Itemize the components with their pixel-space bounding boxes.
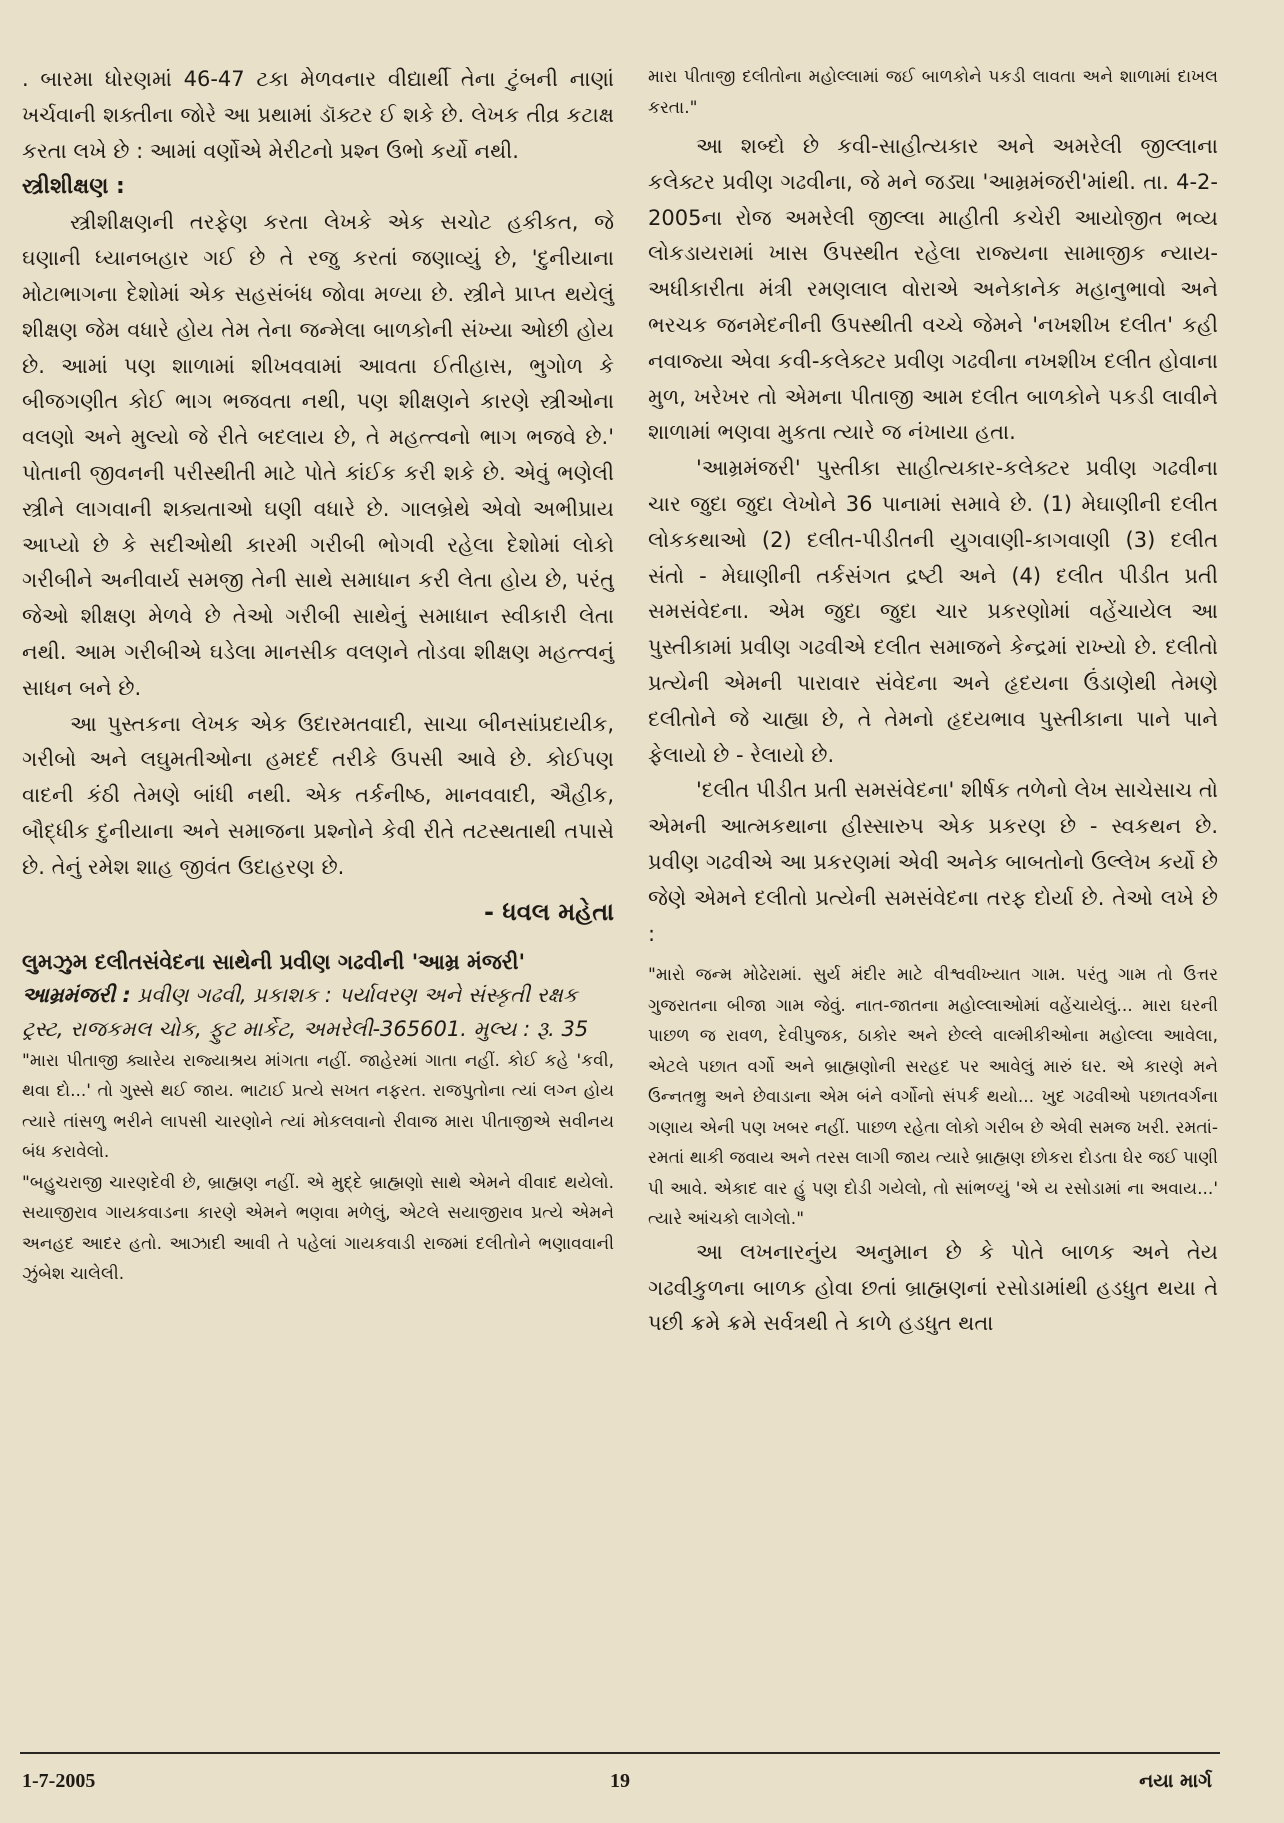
- body-paragraph: આ પુસ્તકના લેખક એક ઉદારમતવાદી, સાચા બીનસાંપ્રદાયીક, ગરીબો અને લઘુમતીઓના હમદર્દ તરીકે ઉપસી આવે છે. કોઈપણ વાદની કંઠી તેમણે બાંધી નથી. એક તર્કનીષ્ઠ, માનવવાદી, ઐહીક, બૌદ્ધીક દુનીયાના અને સમાજના પ્રશ્નોને કેવી રીતે તટસ્થતાથી તપાસે છે. તેનું રમેશ શાહ જીવંત ઉદાહરણ છે.: [22, 711, 614, 879]
- quote-continuation: મારા પીતાજી દલીતોના મહોલ્લામાં જઈ બાળકોને પકડી લાવતા અને શાળામાં દાખલ કરતા.": [648, 67, 1218, 118]
- review-meta: [22, 978, 614, 1046]
- page-footer: [0, 1760, 1284, 1800]
- magazine-name: નયા માર્ગ: [1139, 1770, 1212, 1792]
- page-number: 19: [610, 1770, 630, 1792]
- body-paragraph: . બારમા ધોરણમાં 46-47 ટકા મેળવનાર વીદ્યાર્થી તેના ટુંબની નાણાં ખર્ચવાની શક્તીના જોરે આ પ્રથામાં ડૉક્ટર ઈ શકે છે. લેખક તીવ્ર કટાક્ષ કરતા લખે છે : આમાં વર્ણોએ મેરીટનો પ્રશ્ન ઉભો કર્યો નથી.: [22, 67, 614, 163]
- body-paragraph: 'દલીત પીડીત પ્રતી સમસંવેદના' શીર્ષક તળેનો લેખ સાચેસાચ તો એમની આત્મકથાના હીસ્સારુપ એક પ્રકરણ છે - સ્વકથન છે. પ્રવીણ ગઢવીએ આ પ્રકરણમાં એવી અનેક બાબતોનો ઉલ્લેખ કર્યો છે જેણે એમને દલીતો પ્રત્યેની સમસંવેદના તરફ દોર્યા છે. તેઓ લખે છે :: [648, 778, 1218, 946]
- footer-rule: [20, 1752, 1220, 1754]
- quote-paragraph: "બહુચરાજી ચારણદેવી છે, બ્રાહ્મણ નહીં. એ મુદ્દે બ્રાહ્મણો સાથે એમને વીવાદ થયેલો. સયાજીરાવ ગાયકવાડના કારણે એમને ભણવા મળેલું, એટલે સયાજીરાવ પ્રત્યે એમને અનહદ આદર હતો. આઝાદી આવી તે પહેલાં ગાયકવાડી રાજમાં દલીતોને ભણાવવાની ઝુંબેશ ચાલેલી.: [22, 1172, 614, 1285]
- right-column: [648, 62, 1218, 1342]
- publisher-details: પ્રવીણ ગઢવી, પ્રકાશક : પર્યાવરણ અને સંસ્કૃતી રક્ષક ટ્રસ્ટ, રાજકમલ ચોક, ફુટ માર્કેટ, અમરેલી-365601. મુલ્ય : રૂ. 35: [22, 982, 589, 1041]
- body-paragraph: આ લખનારનુંય અનુમાન છે કે પોતે બાળક અને તેય ગઢવીકુળના બાળક હોવા છતાં બ્રાહ્મણનાં રસોડામાંથી હડધુત થયા તે પછી ક્રમે ક્રમે સર્વત્રથી તે કાળે હડધુત થતા: [648, 1239, 1218, 1336]
- body-paragraph: આ શબ્દો છે કવી-સાહીત્યકાર અને અમરેલી જીલ્લાના કલેક્ટર પ્રવીણ ગઢવીના, જે મને જડ્યા 'આમ્રમંજરી'માંથી. તા. 4-2-2005ના રોજ અમરેલી જીલ્લા માહીતી કચેરી આયોજીત ભવ્ય લોકડાયરામાં ખાસ ઉપસ્થીત રહેલા રાજ્યના સામાજીક ન્યાય-અધીકારીતા મંત્રી રમણલાલ વોરાએ અનેકાનેક મહાનુભાવો અને ભરચક જનમેદનીની ઉપસ્થીતી વચ્ચે જેમને 'નખશીખ દલીત' કહી નવાજ્યા એવા કવી-કલેક્ટર પ્રવીણ ગઢવીના નખશીખ દલીત હોવાના મુળ, ખરેખર તો એમના પીતાજી આમ દલીત બાળકોને પકડી લાવીને શાળામાં ભણવા મુકતા ત્યારે જ નંખાયા હતા.: [648, 134, 1218, 445]
- issue-date: 1-7-2005: [22, 1770, 96, 1792]
- left-column: [22, 62, 614, 1290]
- review-title: લુમઝુમ દલીતસંવેદના સાથેની પ્રવીણ ગઢવીની 'આમ્ર મંજરી': [22, 949, 525, 974]
- quote-paragraph: "મારો જન્મ મોઢેરામાં. સુર્ય મંદીર માટે વીશ્વવીખ્યાત ગામ. પરંતુ ગામ તો ઉત્તર ગુજરાતના બીજા ગામ જેવું. નાત-જાતના મહોલ્લાઓમાં વહેંચાયેલું... મારા ઘરની પાછળ જ રાવળ, દેવીપુજક, ઠાકોર અને છેલ્લે વાલ્મીકીઓના મહોલ્લા આવેલા, એટલે પછાત વર્ગો અને બ્રાહ્મણોની સરહદ પર આવેલું મારું ઘર. એ કારણે મને ઉન્નતભ્રુ અને છેવાડાના એમ બંને વર્ગોનો સંપર્ક થયો... ખુદ ગઢવીઓ પછાતવર્ગના ગણાય એની પણ ખબર નહીં. પાછળ રહેતા લોકો ગરીબ છે એવી સમજ ખરી. રમતાં-રમતાં થાકી જવાય અને તરસ લાગી જાય ત્યારે બ્રાહ્મણ છોકરા દોડતા ઘેર જઈ પાણી પી આવે. એકાદ વાર હું પણ દોડી ગયેલો, તો સાંભળ્યું 'એ ય રસોડામાં ના અવાય...' ત્યારે આંચકો લાગેલો.": [648, 965, 1218, 1230]
- body-paragraph: 'આમ્રમંજરી' પુસ્તીકા સાહીત્યકાર-કલેક્ટર પ્રવીણ ગઢવીના ચાર જુદા જુદા લેખોને 36 પાનામાં સમાવે છે. (1) મેઘાણીની દલીત લોકકથાઓ (2) દલીત-પીડીતની યુગવાણી-કાગવાણી (3) દલીત સંતો - મેઘાણીની તર્કસંગત દ્રષ્ટી અને (4) દલીત પીડીત પ્રતી સમસંવેદના. એમ જુદા જુદા ચાર પ્રકરણોમાં વહેંચાયેલ આ પુસ્તીકામાં પ્રવીણ ગઢવીએ દલીત સમાજને કેન્દ્રમાં રાખ્યો છે. દલીતો પ્રત્યેની એમની પારાવાર સંવેદના અને હૃદયના ઉંડાણેથી તેમણે દલીતોને જે ચાહ્યા છે, તે તેમનો હૃદયભાવ પુસ્તીકાના પાને પાને ફેલાયો છે - રેલાયો છે.: [648, 456, 1218, 767]
- book-title: આમ્રમંજરી :: [22, 982, 131, 1007]
- quote-paragraph: "મારા પીતાજી ક્યારેય રાજ્યાશ્રય માંગતા નહીં. જાહેરમાં ગાતા નહીં. કોઈ કહે 'કવી, થવા દો...' તો ગુસ્સે થઈ જાય. ભાટાઈ પ્રત્યે સખત નફરત. રાજપુતોના ત્યાં લગ્ન હોય ત્યારે તાંસળુ ભરીને લાપસી ચારણોને ત્યાં મોકલવાનો રીવાજ મારા પીતાજીએ સવીનય બંધ કરાવેલો.: [22, 1050, 614, 1163]
- author-signature: - ધવલ મહેતા: [484, 897, 614, 926]
- section-heading: સ્ત્રીશીક્ષણ :: [22, 174, 125, 200]
- body-paragraph: સ્ત્રીશીક્ષણની તરફેણ કરતા લેખકે એક સચોટ હકીકત, જે ઘણાની ધ્યાનબહાર ગઈ છે તે રજુ કરતાં જણાવ્યું છે, 'દુનીયાના મોટાભાગના દેશોમાં એક સહસંબંધ જોવા મળ્યા છે. સ્ત્રીને પ્રાપ્ત થયેલું શીક્ષણ જેમ વધારે હોય તેમ તેના જન્મેલા બાળકોની સંખ્યા ઓછી હોય છે. આમાં પણ શાળામાં શીખવવામાં આવતા ઈતીહાસ, ભુગોળ કે બીજગણીત કોઈ ભાગ ભજવતા નથી, પણ શીક્ષણને કારણે સ્ત્રીઓના વલણો અને મુલ્યો જે રીતે બદલાય છે, તે મહત્ત્વનો ભાગ ભજવે છે.' પોતાની જીવનની પરીસ્થીતી માટે પોતે કાંઈક કરી શકે છે. એવું ભણેલી સ્ત્રીને લાગવાની શક્યતાઓ ઘણી વધારે છે. ગાલબ્રેથે એવો અભીપ્રાય આપ્યો છે કે સદીઓથી કારમી ગરીબી ભોગવી રહેલા દેશોમાં લોકો ગરીબીને અનીવાર્ય સમજી તેની સાથે સમાધાન કરી લેતા હોય છે, પરંતુ જેઓ શીક્ષણ મેળવે છે તેઓ ગરીબી સાથેનું સમાધાન સ્વીકારી લેતા નથી. આમ ગરીબીએ ઘડેલા માનસીક વલણને તોડવા શીક્ષણ મહત્ત્વનું સાધન બને છે.: [22, 210, 614, 700]
